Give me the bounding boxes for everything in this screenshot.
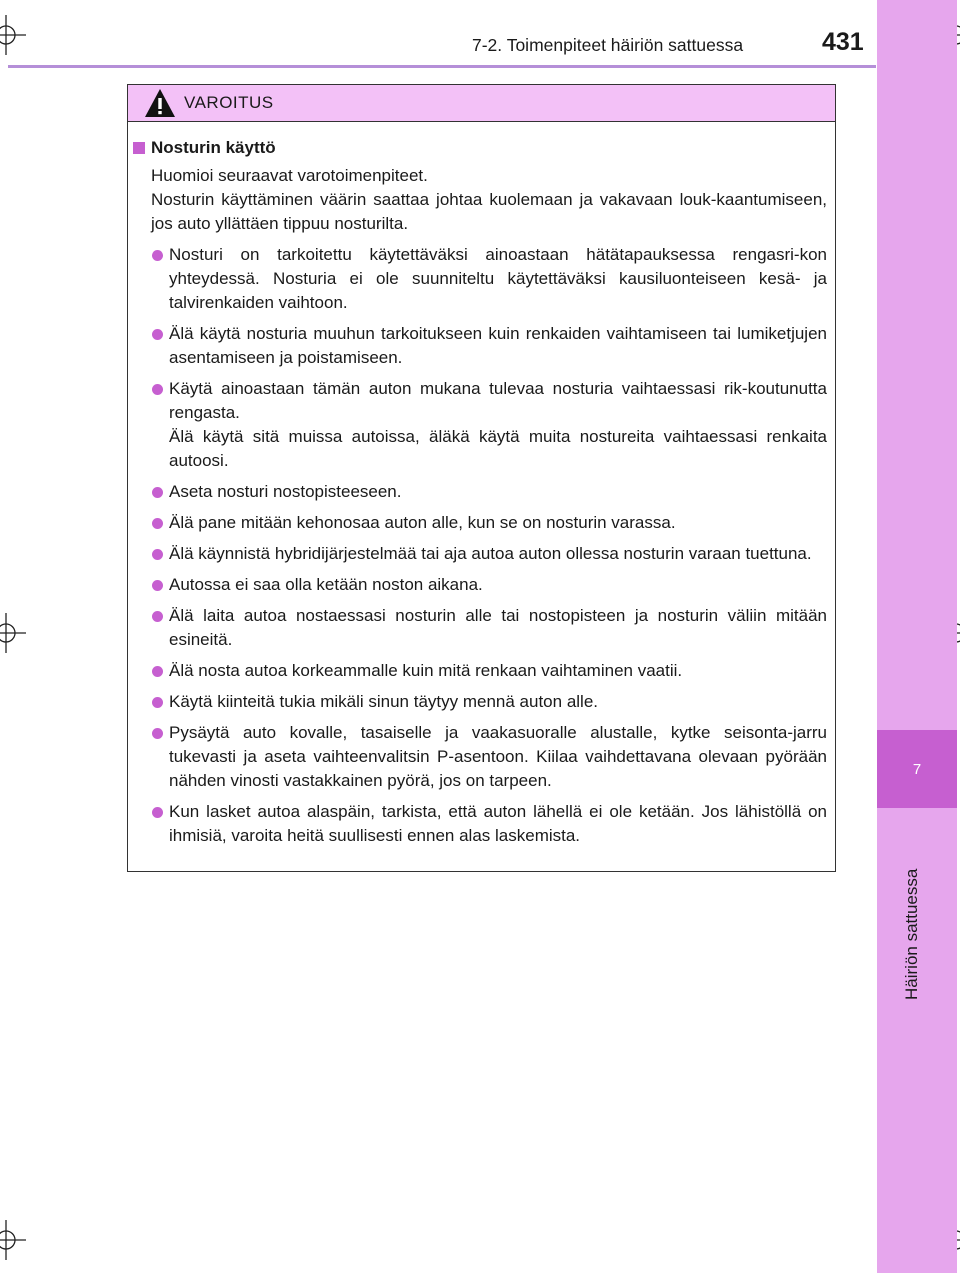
list-item-text: Älä pane mitään kehonosaa auton alle, kun se on nosturin varassa. xyxy=(169,513,676,532)
circle-bullet-icon xyxy=(152,384,163,395)
registration-mark-icon xyxy=(0,613,26,653)
warning-subheading xyxy=(133,136,827,160)
circle-bullet-icon xyxy=(152,611,163,622)
circle-bullet-icon xyxy=(152,487,163,498)
warning-subheading-text: Nosturin käyttö xyxy=(151,138,276,157)
list-item xyxy=(133,573,827,597)
list-item-text: Pysäytä auto kovalle, tasaiselle ja vaakasuoralle alustalle, kytke seisonta-jarru tukevasti ja aseta vaihteenvalitsin P-asentoon. Kiilaa vaihdettavana olevaan pyörään nähden vinosti vastakkainen pyörä, jos on tarpeen. xyxy=(169,723,827,790)
chapter-number: 7 xyxy=(912,760,922,778)
warning-header xyxy=(128,85,835,122)
intro-line: Nosturin käyttäminen väärin saattaa johtaa kuolemaan ja vakavaan louk-kaantumiseen, jos auto yllättäen tippuu nosturilta. xyxy=(151,190,827,233)
list-item-text: Älä nosta autoa korkeammalle kuin mitä renkaan vaihtaminen vaatii. xyxy=(169,661,683,680)
list-item xyxy=(133,659,827,683)
list-item xyxy=(133,542,827,566)
list-item xyxy=(133,480,827,504)
chapter-side-tab xyxy=(877,0,957,1273)
circle-bullet-icon xyxy=(152,697,163,708)
circle-bullet-icon xyxy=(152,549,163,560)
list-item xyxy=(133,322,827,370)
registration-mark-icon xyxy=(0,15,26,55)
list-item xyxy=(133,511,827,535)
circle-bullet-icon xyxy=(152,666,163,677)
list-item xyxy=(133,377,827,473)
section-title: 7-2. Toimenpiteet häiriön sattuessa xyxy=(472,35,744,55)
list-item-text: Älä käytä nosturia muuhun tarkoitukseen kuin renkaiden vaihtamiseen tai lumiketjujen asentamiseen ja poistamiseen. xyxy=(169,324,827,367)
page-number: 431 xyxy=(822,28,864,56)
list-item-text: Älä laita autoa nostaessasi nosturin alle tai nostopisteen ja nosturin väliin mitään esineitä. xyxy=(169,606,827,649)
list-item-text: Autossa ei saa olla ketään noston aikana. xyxy=(169,575,483,594)
circle-bullet-icon xyxy=(152,329,163,340)
circle-bullet-icon xyxy=(152,518,163,529)
header-rule xyxy=(8,65,876,68)
intro-line: Huomioi seuraavat varotoimenpiteet. xyxy=(151,166,428,185)
list-item xyxy=(133,690,827,714)
list-item-text: Aseta nosturi nostopisteeseen. xyxy=(169,482,402,501)
list-item-text: Nosturi on tarkoitettu käytettäväksi ainoastaan hätätapauksessa rengasri-kon yhteydessä. Nosturia ei ole suunniteltu käytettäväksi kausiluonteiseen kesä- ja talvirenkaiden vaihtoon. xyxy=(169,245,827,312)
chapter-label: Häiriön sattuessa xyxy=(902,868,921,1000)
warning-intro xyxy=(133,164,827,236)
warning-bullet-list xyxy=(133,243,827,848)
circle-bullet-icon xyxy=(152,250,163,261)
list-item xyxy=(133,800,827,848)
circle-bullet-icon xyxy=(152,580,163,591)
warning-title: VAROITUS xyxy=(184,93,274,112)
registration-mark-icon xyxy=(0,1220,26,1260)
list-item-text: Käytä kiinteitä tukia mikäli sinun täytyy mennä auton alle. xyxy=(169,692,599,711)
warning-triangle-icon xyxy=(144,88,176,118)
list-item-text: Käytä ainoastaan tämän auton mukana tulevaa nosturia vaihtaessasi rik-koutunutta rengasta. xyxy=(169,379,827,422)
list-item-text: Kun lasket autoa alaspäin, tarkista, että auton lähellä ei ole ketään. Jos lähistöllä on ihmisiä, varoita heitä suullisesti ennen alas laskemista. xyxy=(169,802,827,845)
list-item-text: Älä käynnistä hybridijärjestelmää tai aja autoa auton ollessa nosturin varaan tuettuna. xyxy=(169,544,812,563)
warning-body xyxy=(128,122,835,848)
square-bullet-icon xyxy=(133,142,145,154)
warning-box xyxy=(127,84,836,872)
chapter-number-badge xyxy=(877,730,957,808)
list-item xyxy=(133,721,827,793)
circle-bullet-icon xyxy=(152,807,163,818)
list-item xyxy=(133,243,827,315)
list-item-text: Älä käytä sitä muissa autoissa, äläkä käytä muita nostureita vaihtaessasi renkaita autoosi. xyxy=(169,427,827,470)
circle-bullet-icon xyxy=(152,728,163,739)
list-item xyxy=(133,604,827,652)
